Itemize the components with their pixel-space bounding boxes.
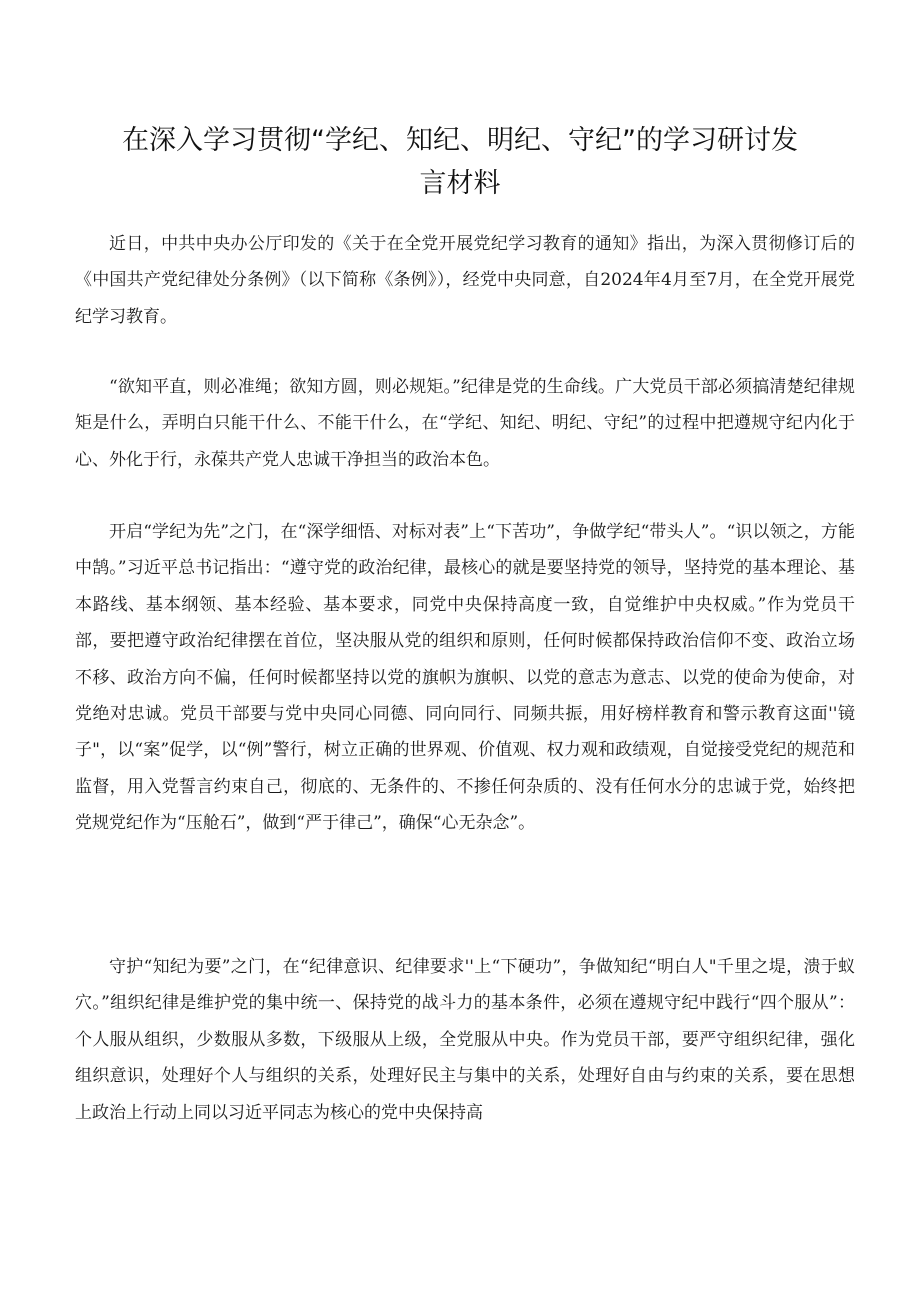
paragraph-1: 近日，中共中央办公厅印发的《关于在全党开展党纪学习教育的通知》指出，为深入贯彻修订后的《中国共产党纪律处分条例》（以下简称《条例》），经党中央同意，自2024年4月至7月，在全党开展党纪学习教育。: [75, 234, 855, 327]
document-title-line-2: 言材料: [419, 168, 501, 199]
document-title-line-1: 在深入学习贯彻“学纪、知纪、明纪、守纪”的学习研讨发: [122, 125, 798, 156]
paragraph-2: “欲知平直，则必准绳；欲知方圆，则必规矩。”纪律是党的生命线。广大党员干部必须搞清楚纪律规矩是什么，弄明白只能干什么、不能干什么，在“学纪、知纪、明纪、守纪”的过程中把遵规守纪内化于心、外化于行，永葆共产党人忠诚干净担当的政治本色。: [75, 377, 855, 470]
paragraph-3: 开启“学纪为先”之门，在“深学细悟、对标对表”上“下苦功”，争做学纪“带头人”。“识以领之，方能中鹄。”习近平总书记指出：“遵守党的政治纪律，最核心的就是要坚持党的领导，坚持党的基本理论、基本路线、基本纲领、基本经验、基本要求，同党中央保持高度一致，自觉维护中央权威。”作为党员干部，要把遵守政治纪律摆在首位，坚决服从党的组织和原则，任何时候都保持政治信仰不变、政治立场不移、政治方向不偏，任何时候都坚持以党的旗帜为旗帜、以党的意志为意志、以党的使命为使命，对党绝对忠诚。党员干部要与党中央同心同德、同向同行、同频共振，用好榜样教育和警示教育这面''镜子"，以“案”促学，以“例”警行，树立正确的世界观、价值观、权力观和政绩观，自觉接受党纪的规范和监督，用入党誓言约束自己，彻底的、无条件的、不掺任何杂质的、没有任何水分的忠诚于党，始终把党规党纪作为“压舱石”，做到“严于律己”，确保“心无杂念”。: [75, 522, 855, 834]
paragraph-4: 守护“知纪为要”之门，在“纪律意识、纪律要求''上“下硬功”，争做知纪“明白人"千里之堤，溃于蚁穴。”组织纪律是维护党的集中统一、保持党的战斗力的基本条件，必须在遵规守纪中践行“四个服从”：个人服从组织，少数服从多数，下级服从上级，全党服从中央。作为党员干部，要严守组织纪律，强化组织意识，处理好个人与组织的关系，处理好民主与集中的关系，处理好自由与约束的关系，要在思想上政治上行动上同以习近平同志为核心的党中央保持高: [75, 957, 855, 1123]
